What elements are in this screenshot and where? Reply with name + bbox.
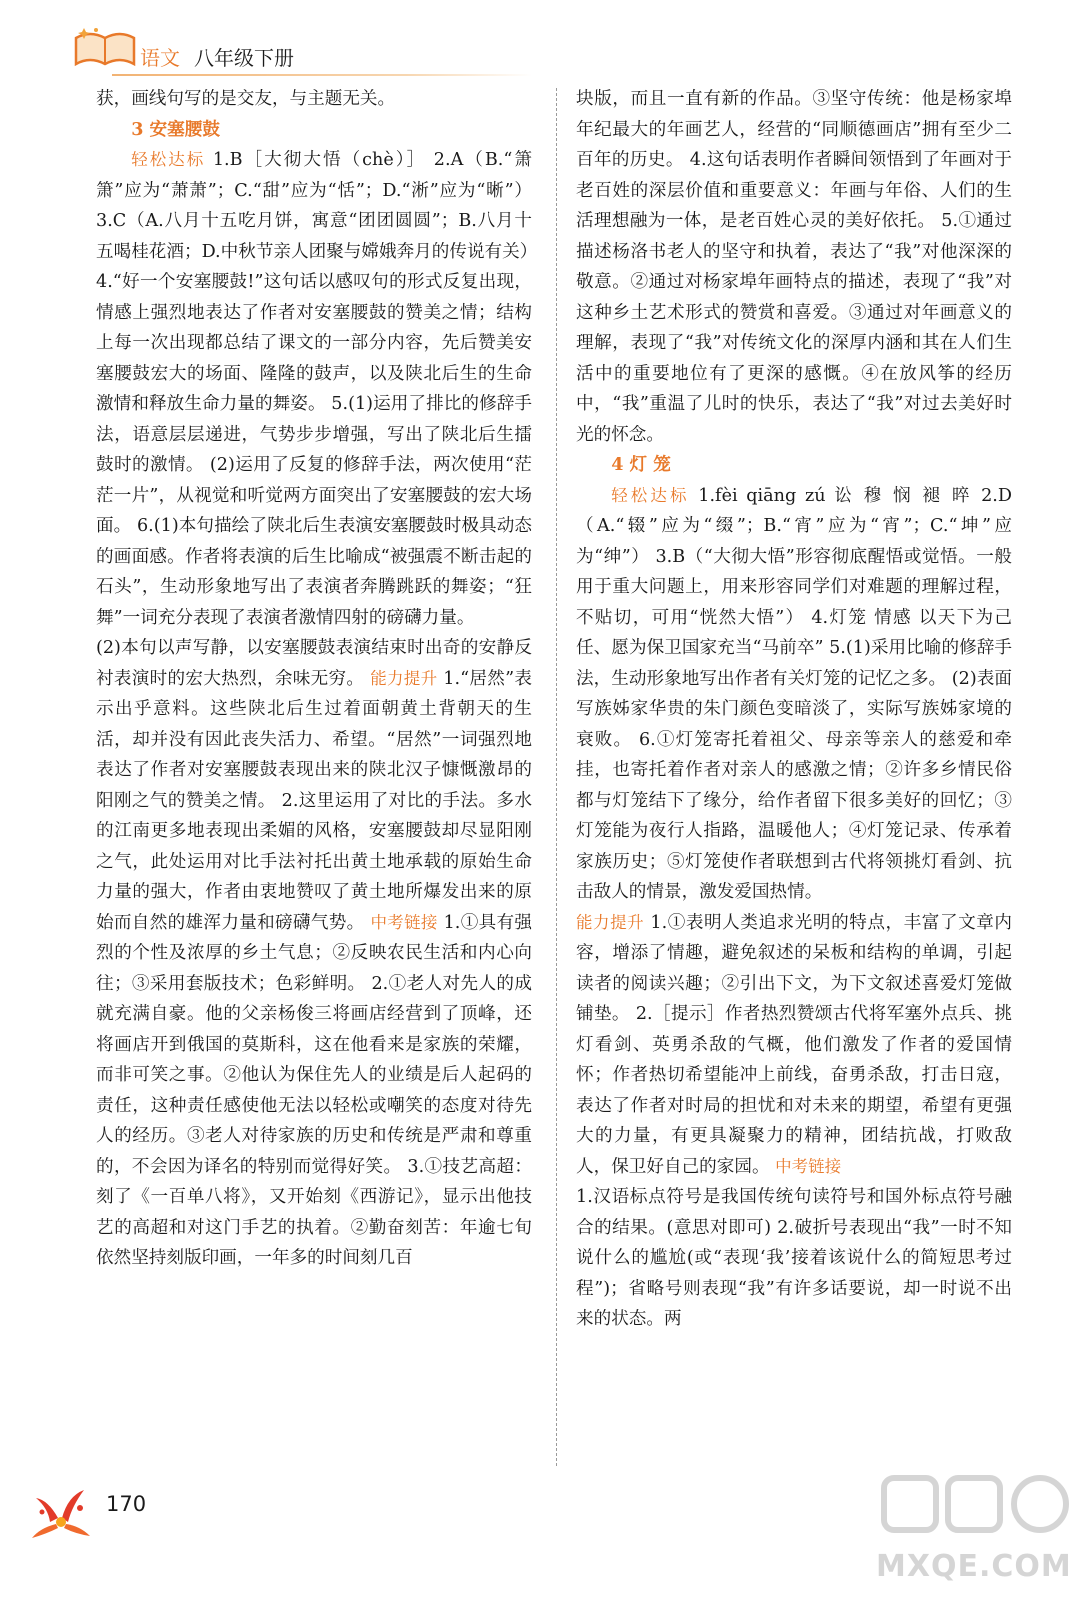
flower-ornament-icon <box>28 1478 98 1542</box>
right-paragraph-1: 块版，而且一直有新的作品。③坚守传统：他是杨家埠年纪最大的年画艺人，经营的“同顺德画店”拥有至少二百年的历史。 4.这句话表明作者瞬间领悟到了年画对于老百姓的深层价值和重要意义：年画与年俗、人们的生活理想融为一体，是老百姓心灵的美好依托。 5.①通过描述杨洛书老人的坚守和执着，表达了“我”对他深深的敬意。②通过对杨家埠年画特点的描述，表现了“我”对这种乡土艺术形式的赞赏和喜爱。③通过对年画意义的理解，表现了“我”对传统文化的深厚内涵和其在人们生活中的重要地位有了更深的感慨。④在放风筝的经历中，“我”重温了儿时的快乐，表达了“我”对过去美好时光的怀念。 <box>576 89 1012 445</box>
left-paragraph-4-text: (2)本句以声写静，以安塞腰鼓表演结束时出奇的安静反衬表演时的宏大热烈，余味无穷。 <box>96 638 532 689</box>
tag-advanced: 能力提升 <box>370 668 438 688</box>
watermark <box>876 1470 1076 1590</box>
open-book-icon <box>72 24 138 68</box>
page-header <box>72 14 532 74</box>
tag-basic: 轻松达标 <box>131 150 206 169</box>
right-paragraph-2 <box>576 481 1012 908</box>
left-column <box>96 84 538 1274</box>
right-paragraph-4: 1.汉语标点符号是我国传统句读符号和国外标点符号融合的结果。(意思对即可) 2.破折号表现出“我”一时不知说什么的尴尬(或“表现‘我’接着该说什么的简短思考过程”)；省略号则表现“我”有许多话要说，却一时说不出来的状态。两 <box>576 1187 1012 1329</box>
left-paragraph-2 <box>96 145 538 267</box>
left-paragraph-4 <box>96 633 532 1274</box>
right-column <box>576 84 1012 1335</box>
header-subject: 语文 <box>140 46 180 70</box>
tag-exam-link: 中考链接 <box>370 912 438 932</box>
header-rule <box>112 74 532 76</box>
right-paragraph-3-text: 1.①表明人类追求光明的特点，丰富了文章内容，增添了情趣，避免叙述的呆板和结构的单调，引起读者的阅读兴趣；②引出下文，为下文叙述喜爱灯笼做铺垫。 2.［提示］作者热烈赞颂古代将军塞外点兵、挑灯看剑、英勇杀敌的气概，他们激发了作者的爱国情怀；作者热切希望能冲上前线，奋勇杀敌，打击日寇，表达了作者对时局的担忧和对未来的期望，希望有更强大的力量，有更具凝聚力的精神，团结抗战，打败敌人，保卫好自己的家园。 <box>576 912 1013 1177</box>
left-paragraph-1: 获，画线句写的是交友，与主题无关。 <box>96 89 396 109</box>
section-title-3: 3 安塞腰鼓 <box>131 118 220 140</box>
section-title-4: 4 灯 笼 <box>611 454 671 475</box>
left-paragraph-4-text2: 1.“居然”表示出乎意料。这些陕北后生过着面朝黄土背朝天的生活，却并没有因此丧失活力、希望。“居然”一词强烈地表达了作者对安塞腰鼓表现出来的陕北汉子慷慨激昂的阳刚之气的赞美之情。 2.这里运用了对比的手法。多水的江南更多地表现出柔媚的风格，安塞腰鼓却尽显阳刚之气，此处运用对比手法衬托出黄土地承载的原始生命力量的强大，作者由衷地赞叹了黄土地所爆发出来的原始而自然的雄浑力量和磅礴气势。 <box>96 668 533 933</box>
right-paragraph-2-text: 1.fèi qiāng zú 讼 穆 悯 褪 晬 2.D（A.“辍”应为“缀”；B.“宵”应为“宵”；C.“坤”应为“绅”） 3.B（“大彻大悟”形容彻底醒悟或觉悟。一般用于重大问题上，用来形容同学们对难题的理解过程，不贴切，可用“恍然大悟”） 4.灯笼 情感 以天下为己任、愿为保卫国家充当“马前卒” 5.(1)采用比喻的修辞手法，生动形象地写出作者有关灯笼的记忆之多。 (2)表面写族姊家华贵的朱门颜色变暗淡了，实际写族姊家境的衰败。 6.①灯笼寄托着祖父、母亲等亲人的慈爱和牵挂，也寄托着作者对亲人的感激之情；②许多乡情民俗都与灯笼结下了缘分，给作者留下很多美好的回忆；③灯笼能为夜行人指路，温暖他人；④灯笼记录、传承着家族历史；⑤灯笼使作者联想到古代将领挑灯看剑、抗击敌人的情景，激发爱国热情。 <box>576 485 1013 902</box>
watermark-logo-icon <box>876 1470 1076 1540</box>
left-paragraph-2-text: 1.B［大彻大悟（chè）］ 2.A（B.“箫箫”应为“萧萧”；C.“甜”应为“恬”；D.“淅”应为“晰”） 3.C（A.八月十五吃月饼，寓意“团团圆圆”；B.八月十五喝桂花酒；D.中秋节亲人团聚与嫦娥奔月的传说有关） <box>96 150 538 262</box>
tag-advanced: 能力提升 <box>576 912 645 932</box>
left-paragraph-4-text3: 1.①具有强烈的个性及浓厚的乡土气息；②反映农民生活和内心向往；③采用套版技术；色彩鲜明。 2.①老人对先人的成就充满自豪。他的父亲杨俊三将画店经营到了顶峰，还将画店开到俄国的莫斯科，这在他看来是家族的荣耀，而非可笑之事。②他认为保住先人的业绩是后人起码的责任，这种责任感使他无法以轻松或嘲笑的态度对待先人的经历。③老人对待家族的历史和传统是严肃和尊重的，不会因为译名的特别而觉得好笑。 3.①技艺高超：刻了《一百单八将》，又开始刻《西游记》，显示出他技艺的高超和对这门手艺的执着。②勤奋刻苦：年逾七旬依然坚持刻版印画，一年多的时间刻几百 <box>96 912 533 1268</box>
tag-exam-link: 中考链接 <box>775 1156 842 1176</box>
right-paragraph-3 <box>576 908 1012 1183</box>
header-grade: 八年级下册 <box>194 46 294 70</box>
left-paragraph-3: 4.“好一个安塞腰鼓!”这句话以感叹句的形式反复出现，情感上强烈地表达了作者对安塞腰鼓的赞美之情；结构上每一次出现都总结了课文的一部分内容，先后赞美安塞腰鼓宏大的场面、隆隆的鼓声，以及陕北后生的生命激情和释放生命力量的舞姿。 5.(1)运用了排比的修辞手法，语意层层递进，气势步步增强，写出了陕北后生擂鼓时的激情。 (2)运用了反复的修辞手法，两次使用“茫茫一片”，从视觉和听觉两方面突出了安塞腰鼓的宏大场面。 6.(1)本句描绘了陕北后生表演安塞腰鼓时极具动态的画面感。作者将表演的后生比喻成“被强震不断击起的石头”，生动形象地写出了表演者奔腾跳跃的舞姿；“狂舞”一词充分表现了表演者激情四射的磅礴力量。 <box>96 272 532 628</box>
tag-basic: 轻松达标 <box>611 485 690 505</box>
watermark-text: MXQE.COM <box>876 1549 1072 1584</box>
page-number: 170 <box>106 1492 147 1516</box>
column-divider <box>556 88 557 1466</box>
